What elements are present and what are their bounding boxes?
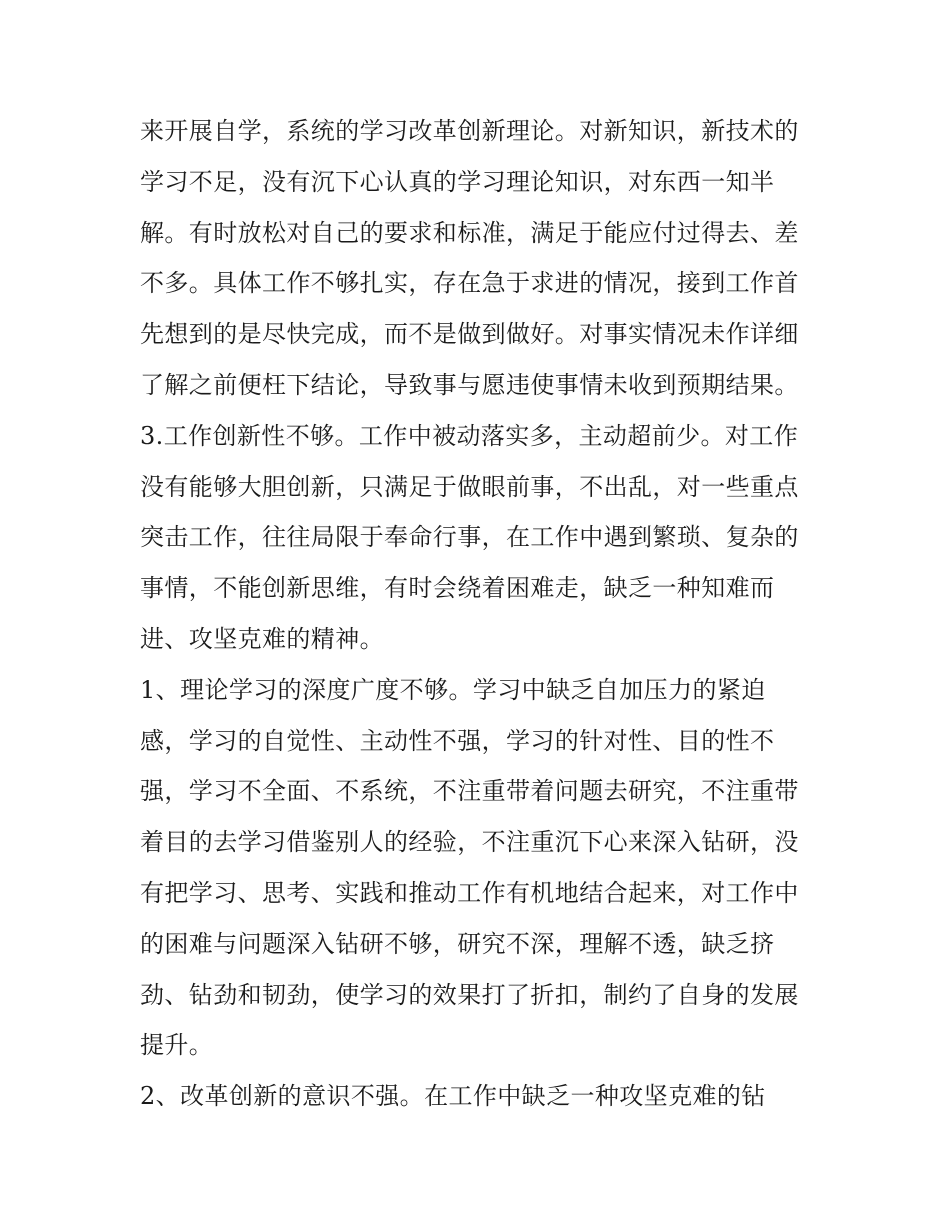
text-line-9: 突击工作，往往局限于奉命行事，在工作中遇到繁琐、复杂的 — [140, 523, 799, 552]
text-line-5: 先想到的是尽快完成，而不是做到做好。对事实情况未作详细 — [140, 320, 799, 349]
text-line-6: 了解之前便枉下结论，导致事与愿违使事情未收到预期结果。 — [140, 370, 799, 399]
text-line-17: 的困难与问题深入钻研不够，研究不深，理解不透，缺乏挤 — [140, 929, 775, 958]
text-line-13: 感，学习的自觉性、主动性不强，学习的针对性、目的性不 — [140, 726, 775, 755]
text-line-14: 强，学习不全面、不系统，不注重带着问题去研究，不注重带 — [140, 777, 799, 806]
text-line-20: 2、改革创新的意识不强。在工作中缺乏一种攻坚克难的钻 — [140, 1082, 766, 1111]
text-line-10: 事情，不能创新思维，有时会绕着困难走，缺乏一种知难而 — [140, 574, 775, 603]
text-line-12: 1、理论学习的深度广度不够。学习中缺乏自加压力的紧迫 — [140, 675, 766, 704]
text-line-1: 来开展自学，系统的学习改革创新理论。对新知识，新技术的 — [140, 117, 799, 145]
text-line-11: 进、攻坚克难的精神。 — [140, 624, 384, 653]
document-body — [140, 106, 820, 1122]
text-line-18: 劲、钻劲和韧劲，使学习的效果打了折扣，制约了自身的发展 — [140, 980, 799, 1009]
text-line-16: 有把学习、思考、实践和推动工作有机地结合起来，对工作中 — [140, 878, 799, 907]
text-line-8: 没有能够大胆创新，只满足于做眼前事，不出乱，对一些重点 — [140, 472, 799, 501]
text-line-19: 提升。 — [140, 1031, 214, 1060]
text-line-7: 3.工作创新性不够。工作中被动落实多，主动超前少。对工作 — [140, 421, 799, 450]
text-line-3: 解。有时放松对自己的要求和标准，满足于能应付过得去、差 — [140, 218, 799, 247]
text-line-4: 不多。具体工作不够扎实，存在急于求进的情况，接到工作首 — [140, 269, 799, 298]
text-line-15: 着目的去学习借鉴别人的经验，不注重沉下心来深入钻研，没 — [140, 828, 799, 857]
text-line-2: 学习不足，没有沉下心认真的学习理论知识，对东西一知半 — [140, 167, 775, 196]
